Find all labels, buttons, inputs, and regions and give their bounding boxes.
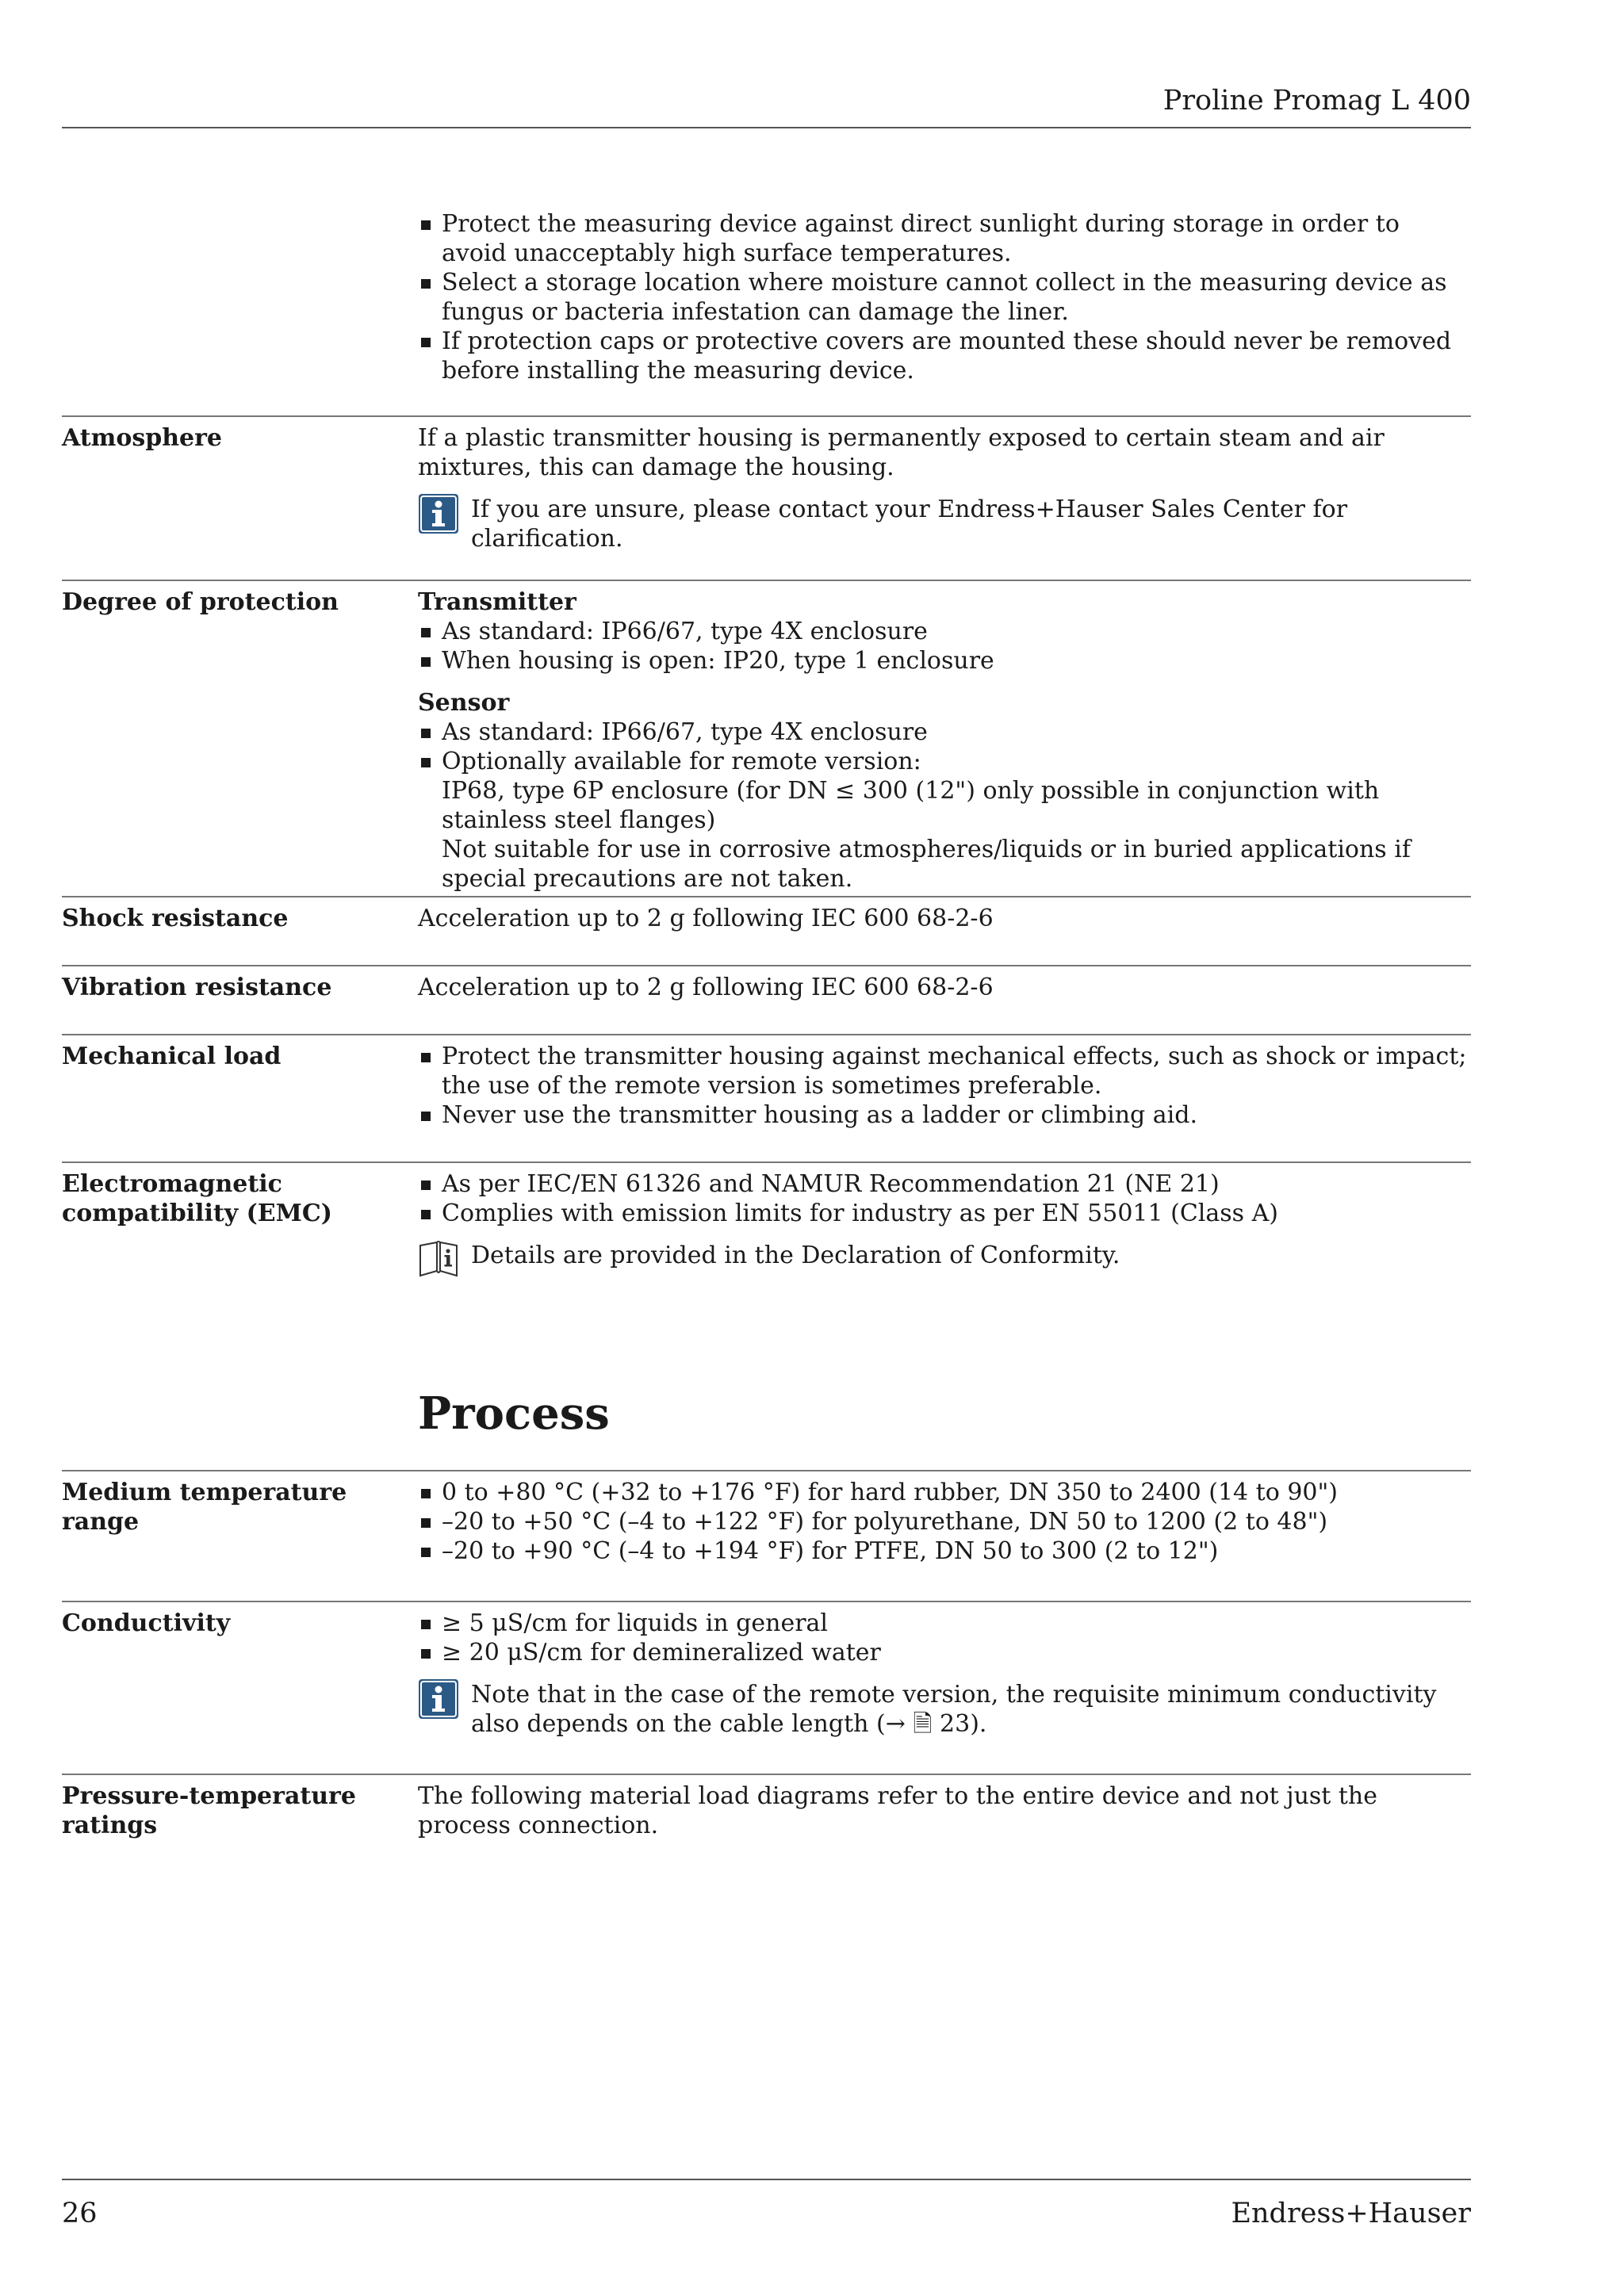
- protection-body: [418, 587, 1471, 894]
- mechanical-list: [418, 1042, 1471, 1130]
- emc-body: [418, 1169, 1471, 1282]
- conductivity-body: [418, 1609, 1471, 1739]
- atmosphere-body: [418, 423, 1471, 553]
- section-divider: [62, 1161, 1471, 1163]
- atmosphere-note: [418, 495, 1471, 553]
- footer-brand: Endress+Hauser: [1231, 2198, 1471, 2229]
- list-item: 0 to +80 °C (+32 to +176 °F) for hard rubber, DN 350 to 2400 (14 to 90"): [418, 1478, 1471, 1507]
- section-divider: [62, 1034, 1471, 1035]
- list-item: Never use the transmitter housing as a ladder or climbing aid.: [418, 1100, 1471, 1130]
- info-icon: [418, 493, 459, 534]
- pressure-text: The following material load diagrams refer to the entire device and not just the process connection.: [418, 1782, 1378, 1839]
- list-item: [418, 747, 1471, 894]
- sensor-option-line: Not suitable for use in corrosive atmospheres/liquids or in buried applications if special precautions are not taken.: [442, 836, 1411, 893]
- emc-note-text: Details are provided in the Declaration of Conformity.: [471, 1242, 1120, 1269]
- sensor-list: [418, 718, 1471, 894]
- footer-rule: [62, 2179, 1471, 2180]
- section-divider: [62, 1601, 1471, 1602]
- manual-book-icon: [418, 1239, 459, 1280]
- transmitter-subheading: Transmitter: [418, 588, 576, 616]
- list-item: As standard: IP66/67, type 4X enclosure: [418, 718, 1471, 747]
- vibration-label: Vibration resistance: [62, 974, 332, 1001]
- atmosphere-text: If a plastic transmitter housing is permanently exposed to certain steam and air mixtures, this can damage the housing.: [418, 424, 1385, 481]
- shock-text: Acceleration up to 2 g following IEC 600 68-2-6: [418, 905, 994, 932]
- list-item: Protect the measuring device against direct sunlight during storage in order to avoid unacceptably high surface temperatures.: [418, 209, 1471, 268]
- section-divider: [62, 1470, 1471, 1471]
- list-item: When housing is open: IP20, type 1 enclosure: [418, 646, 1471, 675]
- list-item: ≥ 5 μS/cm for liquids in general: [418, 1609, 1471, 1638]
- section-divider: [62, 415, 1471, 417]
- storage-list: [418, 209, 1471, 385]
- medium-temp-list: [418, 1478, 1471, 1566]
- section-divider: [62, 965, 1471, 966]
- conductivity-note: [418, 1680, 1471, 1739]
- mechanical-body: [418, 1042, 1471, 1130]
- shock-label: Shock resistance: [62, 905, 289, 932]
- pressure-label: Pressure-temperature ratings: [62, 1782, 356, 1839]
- sensor-subheading: Sensor: [418, 689, 510, 717]
- header-title: Proline Promag L 400: [1162, 85, 1471, 117]
- sensor-option-line: IP68, type 6P enclosure (for DN ≤ 300 (12") only possible in conjunction with stainless steel flanges): [442, 777, 1380, 834]
- transmitter-list: [418, 617, 1471, 675]
- info-icon: [418, 1678, 459, 1720]
- storage-body: [418, 209, 1471, 385]
- atmosphere-label: Atmosphere: [62, 424, 223, 452]
- header-rule: [62, 127, 1471, 128]
- process-heading: Process: [418, 1387, 610, 1440]
- conductivity-label: Conductivity: [62, 1609, 231, 1637]
- medium-temp-body: [418, 1478, 1471, 1566]
- list-item: As per IEC/EN 61326 and NAMUR Recommendation 21 (NE 21): [418, 1169, 1471, 1199]
- emc-label: Electromagnetic compatibility (EMC): [62, 1170, 332, 1227]
- protection-label: Degree of protection: [62, 588, 339, 616]
- sensor-option-line: Optionally available for remote version:: [442, 748, 921, 775]
- page-number: 26: [62, 2198, 98, 2229]
- list-item: Complies with emission limits for industry as per EN 55011 (Class A): [418, 1199, 1471, 1228]
- mechanical-label: Mechanical load: [62, 1043, 282, 1070]
- section-divider: [62, 580, 1471, 581]
- section-divider: [62, 1774, 1471, 1775]
- list-item: Protect the transmitter housing against mechanical effects, such as shock or impact; the use of the remote version is sometimes preferable.: [418, 1042, 1471, 1100]
- list-item: Select a storage location where moisture cannot collect in the measuring device as fungus or bacteria infestation can damage the liner.: [418, 268, 1471, 327]
- list-item: ≥ 20 μS/cm for demineralized water: [418, 1638, 1471, 1667]
- list-item: As standard: IP66/67, type 4X enclosure: [418, 617, 1471, 646]
- list-item: –20 to +50 °C (–4 to +122 °F) for polyurethane, DN 50 to 1200 (2 to 48"): [418, 1507, 1471, 1536]
- emc-list: [418, 1169, 1471, 1228]
- atmosphere-note-text: If you are unsure, please contact your Endress+Hauser Sales Center for clarification.: [471, 496, 1348, 553]
- conductivity-note-text: Note that in the case of the remote version, the requisite minimum conductivity also depends on the cable length (→ 🗎 23).: [471, 1681, 1437, 1738]
- conductivity-list: [418, 1609, 1471, 1667]
- medium-temp-label: Medium temperature range: [62, 1479, 347, 1536]
- list-item: If protection caps or protective covers are mounted these should never be removed before installing the measuring device.: [418, 327, 1471, 385]
- section-divider: [62, 896, 1471, 897]
- emc-note: [418, 1241, 1471, 1282]
- vibration-text: Acceleration up to 2 g following IEC 600 68-2-6: [418, 974, 994, 1001]
- list-item: –20 to +90 °C (–4 to +194 °F) for PTFE, DN 50 to 300 (2 to 12"): [418, 1536, 1471, 1566]
